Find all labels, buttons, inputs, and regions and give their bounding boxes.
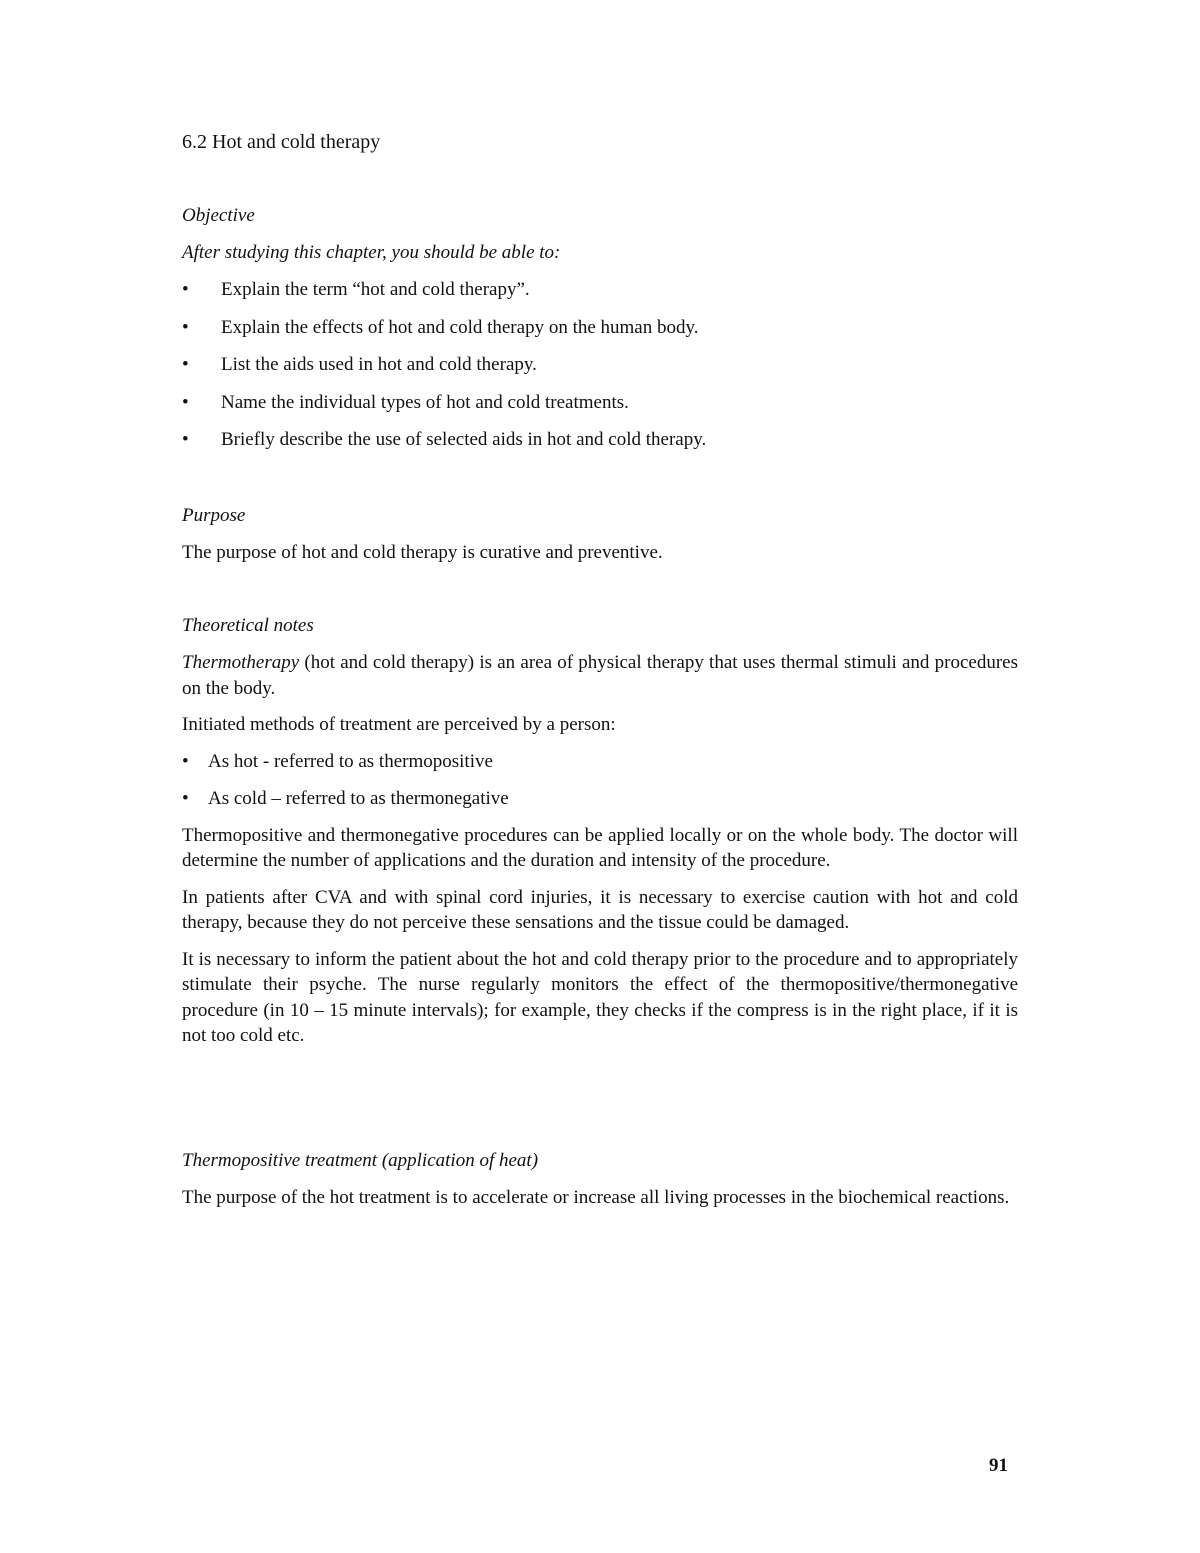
purpose-section [182, 503, 1018, 566]
list-item [182, 315, 1018, 341]
perceived-intro: Initiated methods of treatment are perceived by a person: [182, 714, 616, 735]
thermotherapy-term: Thermotherapy [182, 652, 300, 673]
purpose-text: The purpose of hot and cold therapy is curative and preventive. [182, 542, 663, 563]
section-heading: 6.2 Hot and cold therapy [182, 131, 381, 153]
thermopositive-label: Thermopositive treatment (application of heat) [182, 1150, 539, 1171]
bullet-icon: • [182, 391, 189, 413]
bullet-icon: • [182, 354, 189, 375]
thermotherapy-definition [182, 650, 1018, 701]
bullet-icon: • [182, 279, 189, 300]
purpose-label: Purpose [182, 505, 246, 526]
list-item-text: As hot - referred to as thermopositive [208, 750, 493, 772]
list-item-text: As cold – referred to as thermonegative [208, 787, 509, 809]
list-item-text: List the aids used in hot and cold therapy. [221, 354, 537, 375]
objective-intro: After studying this chapter, you should be able to: [182, 242, 561, 263]
objective-section [182, 203, 1018, 465]
thermopositive-section [182, 1148, 1018, 1211]
perception-list [182, 749, 1018, 812]
bullet-icon: • [182, 316, 189, 338]
list-item [182, 427, 1018, 453]
list-item-text: Explain the effects of hot and cold therapy on the human body. [221, 316, 699, 338]
list-item [182, 749, 1018, 775]
list-item-text: Briefly describe the use of selected aids in hot and cold therapy. [221, 429, 707, 450]
page-number: 91 [989, 1455, 1008, 1476]
thermotherapy-definition-text: (hot and cold therapy) is an area of physical therapy that uses thermal stimuli and procedures on the body. [182, 652, 1018, 699]
bullet-icon: • [182, 750, 189, 772]
list-item [182, 390, 1018, 416]
document-page [182, 0, 1018, 1553]
list-item [182, 786, 1018, 812]
objective-label: Objective [182, 205, 255, 226]
bullet-icon: • [182, 787, 189, 809]
list-item-text: Name the individual types of hot and cold treatments. [221, 391, 629, 413]
paragraph-application: Thermopositive and thermonegative procedures can be applied locally or on the whole body. The doctor will determine the number of applications and the duration and intensity of the procedure. [182, 824, 1018, 871]
list-item [182, 277, 1018, 303]
list-item-text: Explain the term “hot and cold therapy”. [221, 279, 530, 300]
theoretical-notes-section [182, 613, 1018, 1049]
theoretical-notes-label: Theoretical notes [182, 615, 314, 636]
bullet-icon: • [182, 429, 189, 450]
objective-list [182, 277, 1018, 453]
paragraph-caution: In patients after CVA and with spinal cord injuries, it is necessary to exercise caution with hot and cold therapy, because they do not perceive these sensations and the tissue could be damaged. [182, 886, 1018, 933]
thermopositive-text: The purpose of the hot treatment is to accelerate or increase all living processes in the biochemical reactions. [182, 1187, 1010, 1208]
paragraph-inform-patient: It is necessary to inform the patient about the hot and cold therapy prior to the procedure and to appropriately stimulate their psyche. The nurse regularly monitors the effect of the thermopositive/thermonegative procedure (in 10 – 15 minute intervals); for example, they checks if the compress is in the right place, if it is not too cold etc. [182, 948, 1018, 1046]
list-item [182, 352, 1018, 378]
